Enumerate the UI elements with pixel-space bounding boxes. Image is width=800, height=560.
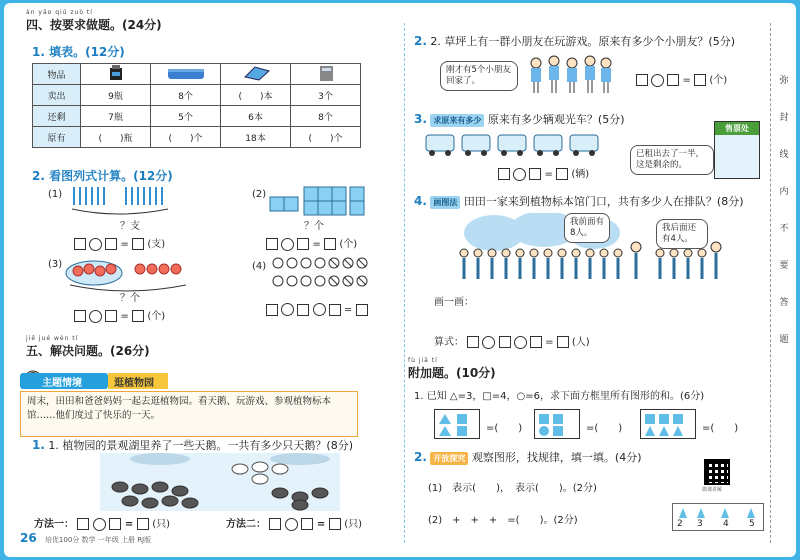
r-q2-equation: = (个) — [636, 71, 727, 87]
ink-bottle-image — [81, 64, 151, 85]
answer-box[interactable] — [667, 74, 679, 86]
r-q2: 2. 2. 草坪上有一群小朋友在玩游戏。原来有多少个小朋友？(5分) — [414, 34, 735, 48]
p1-label: (1) — [48, 189, 63, 200]
table-cell: 7瓶 — [81, 106, 151, 127]
operator-circle[interactable] — [514, 336, 527, 349]
operator-circle[interactable] — [513, 168, 526, 181]
method-2: 方法二： = (只) — [226, 519, 363, 530]
answer-box[interactable] — [105, 310, 117, 322]
r-q4-equation: 算式： = (人) — [434, 337, 590, 348]
operator-circle[interactable] — [89, 238, 102, 251]
theme-name: 逛植物园 — [108, 373, 168, 389]
sightseeing-carts-image — [424, 131, 614, 159]
pattern-number: 4 — [723, 519, 729, 529]
answer-box[interactable] — [137, 518, 149, 530]
answer-box[interactable] — [105, 238, 117, 250]
table-cell: 物品 — [33, 64, 81, 85]
answer-box[interactable] — [132, 238, 144, 250]
story-text: 周末，田田和爸爸妈妈一起去逛植物园。看天鹅、玩游戏、参观植物标本馆……他们度过了快乐的一天。 — [20, 391, 358, 437]
equation-1: = (支) — [74, 235, 165, 251]
pencil-case-image — [151, 64, 221, 85]
theme-banner — [20, 373, 188, 389]
circles-image — [270, 255, 390, 291]
q5-1: 1. 1. 植物园的景观湖里养了一些天鹅。一共有多少只天鹅？(8分) — [32, 438, 353, 452]
answer-1[interactable]: =( ) — [486, 423, 523, 434]
seal-line-sidebar: 弥 封 线 内 不 要 答 题 — [779, 76, 789, 345]
answer-box[interactable] — [636, 74, 648, 86]
worksheet-page — [4, 3, 796, 557]
table-cell[interactable]: ( )个 — [151, 127, 221, 148]
operator-circle[interactable] — [281, 303, 294, 316]
bonus-q2-part2: (2) + + + =( )。(2分) — [428, 515, 578, 526]
answer-box[interactable] — [297, 304, 309, 316]
answer-box[interactable] — [109, 518, 121, 530]
pattern-number: 2 — [677, 519, 683, 529]
bonus-title: fù jiā tí 附加题。(10分) — [408, 357, 496, 380]
book-image — [221, 64, 291, 85]
qr-code[interactable] — [704, 459, 730, 485]
equation-3: = (个) — [74, 307, 165, 323]
answer-box[interactable] — [132, 310, 144, 322]
bonus-q2-part1: (1) 表示( )， 表示( )。(2分) — [428, 483, 597, 494]
table-cell: 8个 — [291, 106, 361, 127]
p4-label: (4) — [252, 261, 267, 272]
method-1: 方法一： = (只) — [34, 519, 171, 530]
table-cell[interactable]: ( )瓶 — [81, 127, 151, 148]
ticket-sign: 售票处 — [715, 122, 759, 135]
operator-circle[interactable] — [93, 518, 106, 531]
p2-label: (2) — [252, 189, 267, 200]
answer-box[interactable] — [529, 168, 541, 180]
p2-question: ？个 — [304, 221, 324, 232]
fill-table — [32, 63, 361, 148]
p3-question: ？个 — [120, 293, 140, 304]
footer — [20, 531, 151, 545]
bonus-q2: 2. 开放探究 观察图形，找规律，填一填。(4分) — [414, 450, 642, 464]
r-q3-equation: = (辆) — [498, 165, 589, 181]
section4-title: àn yāo qiú zuò tí 四、按要求做题。(24分) — [26, 9, 162, 32]
qr-label: 微课讲解 — [702, 487, 723, 493]
speech-bubble: 我后面还有4人。 — [656, 219, 708, 249]
shape-box-2 — [534, 409, 580, 439]
answer-box[interactable] — [266, 304, 278, 316]
section5-title: jiě jué wèn tí 五、解决问题。(26分) — [26, 335, 150, 358]
page-number: 26 — [20, 531, 37, 545]
column-divider — [404, 23, 405, 543]
number-pattern-box — [672, 503, 764, 531]
operator-circle[interactable] — [651, 74, 664, 87]
equation-4: = — [266, 303, 368, 316]
answer-box[interactable] — [499, 336, 511, 348]
q4-1: 1. 填表。(12分) — [32, 45, 125, 59]
hint-tag: 画图法 — [430, 196, 460, 209]
table-cell: 18本 — [221, 127, 291, 148]
r-q4: 4. 画图法 田田一家来到植物标本馆门口，共有多少人在排队？(8分) — [414, 194, 744, 208]
speech-bubble: 已租出去了一半，这是剩余的。 — [630, 145, 714, 175]
speech-bubble: 我前面有8人。 — [564, 213, 610, 243]
answer-box[interactable] — [467, 336, 479, 348]
operator-circle[interactable] — [285, 518, 298, 531]
table-cell: 卖出 — [33, 85, 81, 106]
children-playing-image — [520, 53, 620, 97]
calculator-image — [291, 64, 361, 85]
ticket-booth — [714, 121, 760, 179]
answer-box[interactable] — [556, 168, 568, 180]
answer-2[interactable]: =( ) — [586, 423, 623, 434]
table-cell: 还剩 — [33, 106, 81, 127]
table-cell: 3个 — [291, 85, 361, 106]
swans-image — [100, 453, 340, 511]
shape-box-3 — [640, 409, 696, 439]
p3-label: (3) — [48, 259, 63, 270]
answer-box[interactable] — [329, 304, 341, 316]
answer-box[interactable] — [329, 518, 341, 530]
answer-box[interactable] — [74, 310, 86, 322]
answer-box[interactable] — [356, 304, 368, 316]
speech-bubble: 刚才有5个小朋友回家了。 — [440, 61, 518, 91]
pattern-number: 5 — [749, 519, 755, 529]
q4-2: 2. 看图列式计算。(12分) — [32, 169, 173, 183]
bonus-q1: 1. 已知 △=3，□=4，○=6，求下面方框里所有图形的和。(6分) — [414, 391, 705, 402]
equation-2: = (个) — [266, 235, 357, 251]
table-cell[interactable]: ( )本 — [221, 85, 291, 106]
answer-box[interactable] — [301, 518, 313, 530]
operator-circle[interactable] — [313, 303, 326, 316]
answer-box[interactable] — [530, 336, 542, 348]
table-cell: 6本 — [221, 106, 291, 127]
answer-box[interactable] — [74, 238, 86, 250]
answer-box[interactable] — [694, 74, 706, 86]
operator-circle[interactable] — [89, 310, 102, 323]
table-cell: 5个 — [151, 106, 221, 127]
theme-label: 主题情境 — [20, 373, 108, 389]
answer-box[interactable] — [498, 168, 510, 180]
answer-box[interactable] — [297, 238, 309, 250]
hint-tag: 开放探究 — [430, 452, 468, 465]
answer-box[interactable] — [77, 518, 89, 530]
shape-box-1 — [434, 409, 480, 439]
answer-box[interactable] — [557, 336, 569, 348]
table-cell: 8个 — [151, 85, 221, 106]
answer-box[interactable] — [266, 238, 278, 250]
seal-line — [770, 23, 771, 543]
cubes-image — [266, 183, 386, 225]
answer-3[interactable]: =( ) — [702, 423, 739, 434]
table-cell: 9瓶 — [81, 85, 151, 106]
table-cell[interactable]: ( )个 — [291, 127, 361, 148]
draw-label: 画一画： — [434, 297, 474, 308]
book-info: 培优100分 数学 一年级 上册 RJ版 — [44, 536, 152, 544]
operator-circle[interactable] — [281, 238, 294, 251]
triangle-pattern — [675, 506, 765, 520]
table-cell: 原有 — [33, 127, 81, 148]
answer-box[interactable] — [269, 518, 281, 530]
r-q3: 3. 求原来有多少 原来有多少辆观光车？(5分) — [414, 112, 625, 126]
pattern-number: 3 — [697, 519, 703, 529]
hint-tag: 求原来有多少 — [430, 114, 484, 127]
p1-question: ？支 — [120, 221, 140, 232]
operator-circle[interactable] — [482, 336, 495, 349]
answer-box[interactable] — [324, 238, 336, 250]
